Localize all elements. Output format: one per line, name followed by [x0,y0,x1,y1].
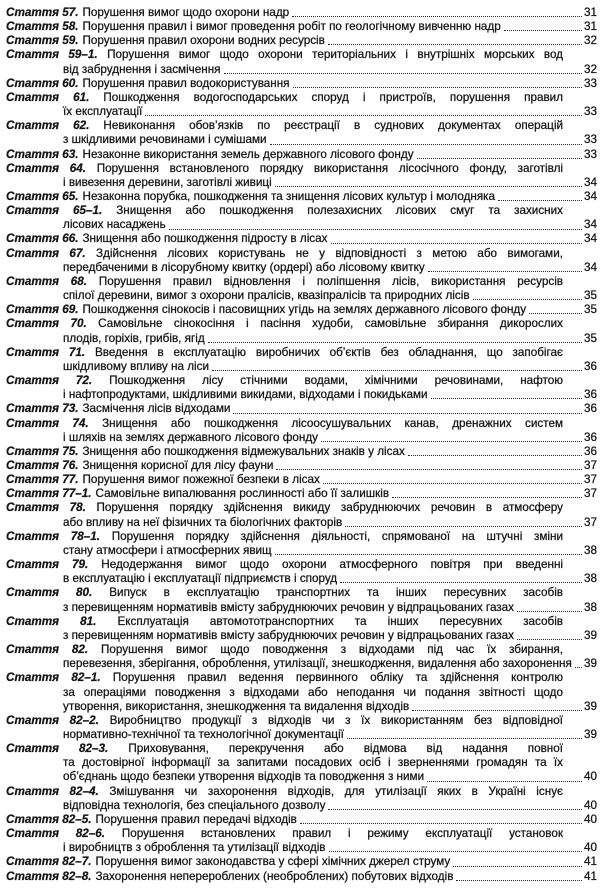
article-label: Стаття 59–1. [6,48,98,62]
article-label: Стаття 82–6. [6,827,106,841]
toc-line [0,629,600,643]
dot-leader [392,497,582,498]
toc-line [0,119,600,133]
article-title-line: Порушення правил і вимог проведення робіт по геологічному вивченню надр [82,20,501,34]
page-number: 36 [583,402,597,416]
toc-entry [0,558,600,586]
toc-entry [0,48,600,76]
toc-line [0,643,600,657]
article-label: Стаття 63. [6,147,79,161]
article-title-line: Пошкодження сінокосів і пасовищних угідь на землях державного лісового фонду [82,303,527,317]
toc-entry [0,190,600,204]
page-number: 35 [583,303,597,317]
toc-entry [0,487,600,501]
page-number: 37 [583,515,597,529]
article-title-line: Знищення або пошкодження полезахисних лісових смуг та захисних [116,204,563,218]
article-title-line: шкідливому впливу на ліси [63,359,210,373]
toc-line [0,6,600,20]
toc-line [0,233,600,247]
page-number: 35 [583,331,597,345]
article-label: Стаття 70. [6,317,87,331]
article-label: Стаття 61. [6,90,90,104]
page-number: 33 [583,147,597,161]
dot-leader [412,710,582,711]
toc-entry [0,530,600,558]
article-title-line: Незаконне використання земель державного лісового фонду [82,147,414,161]
toc-line [0,714,600,728]
article-title-line: і виробництв з оброблення та утилізації відходів [63,841,326,855]
toc-line [0,162,600,176]
toc-line [0,218,600,232]
toc-line [0,360,600,374]
article-label: Стаття 71. [6,345,86,359]
article-title-line: Приховування, перекручення або відмова від надання повної [128,742,563,756]
dot-leader [321,441,582,442]
page-number: 32 [583,34,597,48]
article-title-line: Порушення правил водокористування [82,76,290,90]
toc-line [0,657,600,671]
page-number: 36 [583,430,597,444]
article-label: Стаття 64. [6,161,86,175]
article-label: Стаття 81. [6,614,97,628]
toc-entry [0,742,600,784]
article-title-line: їх експлуатації [63,105,143,119]
article-title-line: від забруднення і засмічення [63,62,221,76]
article-title-line: відповідна технологія, без спеціального дозволу [63,798,326,812]
article-label: Стаття 65–1. [6,204,103,218]
page-number: 34 [583,190,597,204]
article-label: Стаття 58. [6,20,79,34]
toc-entry [0,870,600,884]
article-title-line: перевезення, зберігання, оброблення, утилізації, знешкодження, видалення або захоронення [63,657,572,671]
article-title-line: з перевищенням нормативів вмісту забруднюючих речовин у відпрацьованих газах [63,628,515,642]
article-label: Стаття 75. [6,444,79,458]
toc-line [0,317,600,331]
dot-leader [517,639,582,640]
article-label: Стаття 65. [6,190,79,204]
page-number: 34 [583,218,597,232]
page-number: 40 [583,812,597,826]
page-number: 41 [583,869,597,883]
toc-line [0,501,600,515]
article-label: Стаття 73. [6,402,79,416]
dot-leader [212,370,582,371]
article-title-line: Змішування чи захоронення відходів, для утилізації яких в Україні існує [109,784,564,798]
article-title-line: спілої деревини, вимог з охорони пралісів, квазіпралісів та природних лісів [63,289,470,303]
article-label: Стаття 82–8. [6,869,92,883]
article-title-line: плодів, горіхів, грибів, ягід [63,331,205,345]
dot-leader [293,87,582,88]
article-title-line: і шляхів на землях державного лісового фонду [63,430,318,444]
article-label: Стаття 77–1. [6,487,92,501]
article-label: Стаття 59. [6,34,79,48]
toc-line [0,671,600,685]
article-title-line: Порушення встановленого порядку використання лісосічного фонду, заготівлі [96,161,563,175]
toc-line [0,289,600,303]
toc-line [0,785,600,799]
toc-entry [0,77,600,91]
dot-leader [456,880,582,881]
toc-entry [0,445,600,459]
toc-line [0,544,600,558]
article-title-line: Засмічення лісів відходами [82,402,231,416]
toc-line [0,728,600,742]
page-number: 36 [583,359,597,373]
page-number: 40 [583,841,597,855]
toc-entry [0,91,600,119]
toc-entry [0,714,600,742]
toc-entry [0,275,600,303]
article-label: Стаття 66. [6,232,79,246]
toc-line [0,190,600,204]
article-title-line: Знищення або пошкодження підросту в лісах [82,232,328,246]
article-label: Стаття 68. [6,274,88,288]
toc-line [0,346,600,360]
article-label: Стаття 82–3. [6,742,109,756]
article-title-line: Пошкодження лісу стічними водами, хімічними речовинами, нафтою [109,374,563,388]
page-number: 40 [583,770,597,784]
toc-entry [0,374,600,402]
article-title-line: Порушення правил відновлення і поліпшення лісів, використання ресурсів [98,274,564,288]
toc-entry [0,317,600,345]
toc-entry [0,813,600,827]
dot-leader [575,667,582,668]
page-number: 33 [583,76,597,90]
article-label: Стаття 74. [6,416,89,430]
toc-line [0,686,600,700]
article-title-line: утворення, використання, знешкодження та видалення відходів [63,699,410,713]
toc-entry [0,247,600,275]
article-label: Стаття 67. [6,246,86,260]
article-title-line: в експлуатацію і експлуатації підприємств і споруд [63,572,338,586]
dot-leader [233,413,582,414]
article-title-line: і нафтопродуктами, шкідливими викидами, відходами і покидьками [63,388,428,402]
article-label: Стаття 82–4. [6,784,99,798]
dot-leader [347,738,582,739]
dot-leader [504,30,582,31]
page-number: 31 [583,20,597,34]
toc-entry [0,586,600,614]
page-number: 38 [583,572,597,586]
dot-leader [408,455,582,456]
toc-line [0,572,600,586]
dot-leader [323,483,582,484]
page-number: 34 [583,260,597,274]
article-title-line: Порушення порядку здійснення викиду забруднюючих речовин в атмосферу [96,501,564,515]
article-title-line: і вивезення деревини, заготівлі живиці [63,175,272,189]
toc-line [0,34,600,48]
article-title-line: Порушення порядку здійснення діяльності, спрямованої на штучні зміни [111,529,563,543]
article-label: Стаття 62. [6,119,90,133]
article-label: Стаття 82. [6,643,89,657]
article-title-line: Порушення вимог законодавства у сфері хімічних джерел струму [95,855,451,869]
toc-line [0,204,600,218]
toc-line [0,388,600,402]
toc-line [0,870,600,884]
dot-leader [417,158,582,159]
article-label: Стаття 78. [6,501,86,515]
toc-entry [0,34,600,48]
dot-leader [473,299,582,300]
page-number: 31 [583,6,597,19]
toc-entry [0,671,600,713]
article-label: Стаття 57. [6,6,79,19]
toc-line [0,841,600,855]
dot-leader [453,866,582,867]
article-label: Стаття 78–1. [6,529,100,543]
article-title-line: з шкідливими речовинами і сумішами [63,133,267,147]
article-label: Стаття 77. [6,473,79,487]
dot-leader [276,469,582,470]
article-title-line: Самовільне сінокосіння і пасіння худоби, самовільне збирання дикорослих [98,317,563,331]
toc-entry [0,855,600,869]
page-number: 39 [583,628,597,642]
article-title-line: об’єднань щодо безпеки утворення відходів та поводження з ними [63,770,425,784]
article-title-line: нормативно-технічної та технологічної документації [63,727,344,741]
page-number: 35 [583,289,597,303]
article-label: Стаття 72. [6,374,93,388]
toc-entry [0,233,600,247]
page-number: 34 [583,175,597,189]
article-title-line: Знищення або пошкодження відмежувальних знаків у лісах [82,444,405,458]
toc-line [0,615,600,629]
dot-leader [145,115,582,116]
toc-line [0,417,600,431]
page-number: 33 [583,105,597,119]
dot-leader [275,554,582,555]
dot-leader [300,823,582,824]
page-number: 38 [583,543,597,557]
article-title-line: Порушення правил передачі відходів [95,812,297,826]
page-number: 36 [583,444,597,458]
toc-entry [0,417,600,445]
dot-leader [427,781,582,782]
dot-leader [292,16,582,17]
dot-leader [431,398,582,399]
toc-line [0,756,600,770]
article-label: Стаття 76. [6,459,79,472]
dot-leader [498,200,582,201]
page-number: 32 [583,62,597,76]
toc-entry [0,402,600,416]
page-number: 33 [583,133,597,147]
toc-entry [0,643,600,671]
page-number: 37 [583,459,597,472]
toc-line [0,558,600,572]
article-title-line: Здійснення лісових користувань не у відповідності з метою або вимогами, [96,246,563,260]
article-title-line: та достовірної інформації за запитами посадових осіб і зверненнями громадян та їх [63,756,563,770]
toc-line [0,799,600,813]
dot-leader [345,526,582,527]
article-label: Стаття 82–7. [6,855,92,869]
article-title-line: Введення в експлуатацію виробничих об’єктів без обладнання, що запобігає [94,345,564,359]
page-number: 39 [583,657,597,671]
dot-leader [275,186,582,187]
dot-leader [169,229,582,230]
toc-line [0,813,600,827]
toc-line [0,445,600,459]
page-number: 37 [583,473,597,487]
article-title-line: з перевищенням нормативів вмісту забруднюючих речовин у відпрацьованих газах [63,600,515,614]
article-title-line: або впливу на неї фізичних та біологічних факторів [63,515,343,529]
dot-leader [328,809,582,810]
toc-entry [0,346,600,374]
dot-leader [270,144,582,145]
article-title-line: Невиконання обов’язків по реєстрації в суднових документах операцій [103,119,563,133]
toc-entry [0,148,600,162]
page-number: 39 [583,699,597,713]
dot-leader [428,271,582,272]
toc-line [0,275,600,289]
toc-entry [0,459,600,473]
article-label: Стаття 82–5. [6,812,92,826]
toc-line [0,332,600,346]
article-title-line: Пошкодження водогосподарських споруд і пристроїв, порушення правил [103,90,563,104]
toc-line [0,91,600,105]
page-number: 34 [583,232,597,246]
toc-entry [0,473,600,487]
page-number: 41 [583,855,597,869]
page-number: 40 [583,798,597,812]
toc-entry [0,6,600,20]
article-title-line: Незаконна порубка, пошкодження та знищення лісових культур і молодняка [82,190,496,204]
toc-line [0,303,600,317]
article-title-line: лісових насаджень [63,218,166,232]
toc-entry [0,615,600,643]
toc-line [0,374,600,388]
article-label: Стаття 82–1. [6,671,101,685]
toc-line [0,20,600,34]
article-title-line: Порушення вимог пожежної безпеки в лісах [82,473,320,487]
article-label: Стаття 80. [6,586,93,600]
toc-line [0,402,600,416]
toc-entry [0,204,600,232]
toc-line [0,473,600,487]
page-number: 37 [583,487,597,501]
page-number: 38 [583,600,597,614]
page-number: 36 [583,388,597,402]
article-title-line: Експлуатація автомототранспортних та інших пересувних засобів [117,614,563,628]
dot-leader [329,851,582,852]
dot-leader [517,611,582,612]
toc-line [0,586,600,600]
toc-line [0,700,600,714]
toc-line [0,516,600,530]
article-title-line: Знищення корисної для лісу фауни [82,459,274,472]
article-title-line: Порушення правил охорони водних ресурсів [82,34,325,48]
article-title-line: Порушення встановлених правил і режиму експлуатації установок [121,827,563,841]
toc-line [0,601,600,615]
article-title-line: Самовільне випалювання рослинності або її залишків [95,487,390,501]
toc-entry [0,501,600,529]
dot-leader [328,44,582,45]
toc-entry [0,162,600,190]
toc-line [0,247,600,261]
toc-entry [0,20,600,34]
page-number: 39 [583,727,597,741]
article-title-line: Порушення правил ведення первинного обліку та здійснення контролю [112,671,563,685]
article-title-line: Порушення вимог щодо охорони надр [82,6,290,19]
article-title-line: Знищення або пошкодження лісоосушувальних канав, дренажних систем [102,416,564,430]
toc-entry [0,827,600,855]
toc-line [0,827,600,841]
article-label: Стаття 79. [6,558,89,572]
toc-entry [0,785,600,813]
article-title-line: Випуск в експлуатацію транспортних та інших пересувних засобів [109,586,564,600]
article-title-line: стану атмосфери і атмосферних явищ [63,543,272,557]
article-label: Стаття 60. [6,76,79,90]
dot-leader [340,582,582,583]
article-label: Стаття 69. [6,303,79,317]
dot-leader [208,342,582,343]
dot-leader [331,243,582,244]
toc-line [0,63,600,77]
article-label: Стаття 82–2. [6,713,99,727]
toc-line [0,261,600,275]
toc-line [0,48,600,62]
article-title-line: Порушення вимог щодо поводження з відходами під час їх збирання, [100,643,563,657]
toc-line [0,133,600,147]
toc-line [0,855,600,869]
dot-leader [224,73,582,74]
article-title-line: Виробництво продукції з відходів чи з їх використанням без відповідної [109,713,564,727]
toc-entry [0,303,600,317]
toc-entry [0,119,600,147]
article-title-line: за операціями поводження з відходами або неподання чи подання звітності щодо [63,685,563,699]
article-title-line: Захоронення неперероблених (необроблених) побутових відходів [95,869,454,883]
article-title-line: Порушення вимог щодо охорони територіальних і внутрішніх морських вод [107,48,564,62]
toc-line [0,431,600,445]
toc-line [0,459,600,473]
toc-line [0,487,600,501]
toc-line [0,530,600,544]
article-title-line: передбаченими в лісорубному квитку (ордері) або лісовому квитку [63,260,425,274]
toc-line [0,105,600,119]
toc-line [0,742,600,756]
toc-line [0,176,600,190]
toc-line [0,77,600,91]
dot-leader [529,313,582,314]
toc-line [0,770,600,784]
toc-line [0,148,600,162]
article-title-line: Недодержання вимог щодо охорони атмосферного повітря при введенні [101,558,563,572]
